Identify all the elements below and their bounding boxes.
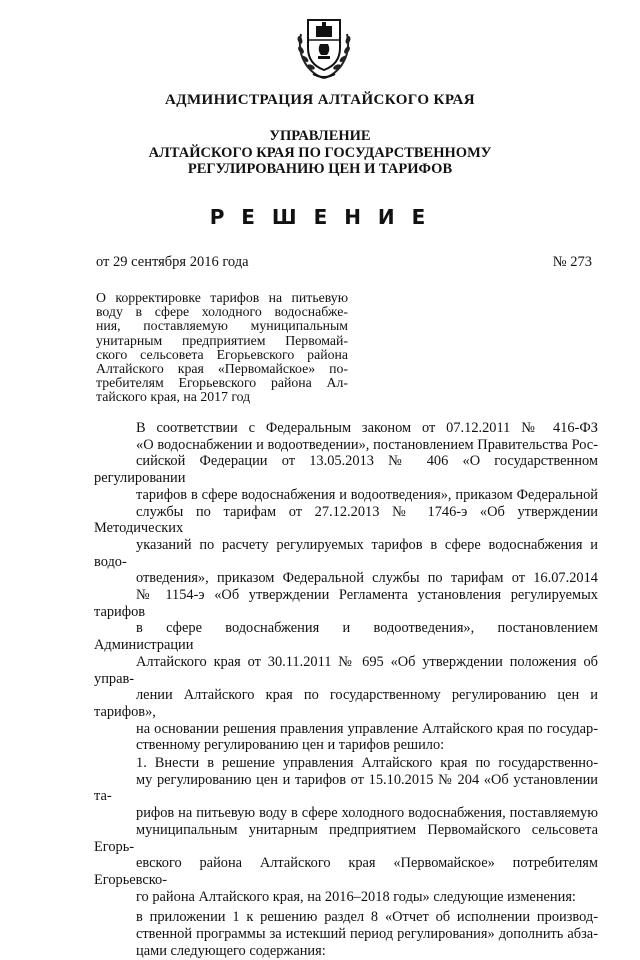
body-paragraph	[94, 755, 598, 905]
subject-line: унитарным предприятием Первомай-	[96, 332, 348, 348]
body-line: службы по тарифам от 27.12.2013 № 1746-э «Об утверждении Методических	[94, 503, 598, 537]
body-line: в сфере водоснабжения и водоотведения», постановлением Администрации	[94, 620, 598, 654]
body-line: «О водоснабжении и водоотведении», постановлением Правительства Рос-	[136, 436, 598, 453]
body-paragraph	[94, 420, 598, 754]
body-line: лении Алтайского края по государственному регулированию цен и тарифов»,	[94, 687, 598, 720]
document-subject	[96, 291, 348, 405]
body-line: рифов на питьевую воду в сфере холодного водоснабжения, поставляемую	[136, 805, 598, 822]
body-line: ственному регулированию цен и тарифов решило:	[136, 737, 445, 754]
body-line: го района Алтайского края, на 2016–2018 годы» следующие изменения:	[136, 888, 576, 905]
body-line: в приложении 1 к решению раздел 8 «Отчет об исполнении производ-	[136, 909, 598, 926]
department-line: АЛТАЙСКОГО КРАЯ ПО ГОСУДАРСТВЕННОМУ	[148, 144, 492, 161]
subject-line: тайского края, на 2017 год	[96, 389, 251, 405]
body-line: му регулированию цен и тарифов от 15.10.2015 № 204 «Об установлении та-	[94, 771, 598, 805]
department-line: УПРАВЛЕНИЕ	[269, 128, 371, 144]
body-line: ственной программы за истекший период регулирования» дополнить абза-	[136, 926, 598, 943]
body-line: тарифов в сфере водоснабжения и водоотведения», приказом Федеральной	[136, 486, 598, 503]
subject-line: ния, поставляемую муниципальным	[96, 318, 348, 334]
subject-line: О корректировке тарифов на питьевую	[96, 290, 348, 305]
body-line: цами следующего содержания:	[136, 942, 326, 959]
subject-line: ского сельсовета Егорьевского района	[96, 346, 348, 362]
body-paragraph	[94, 909, 598, 959]
subject-line: Алтайского края «Первомайское» по-	[96, 361, 348, 377]
body-line: № 1154-э «Об утверждении Регламента установления регулируемых тарифов	[94, 587, 598, 620]
body-line: муниципальным унитарным предприятием Первомайского сельсовета Егорь-	[94, 821, 598, 855]
body-line: сийской Федерации от 13.05.2013 № 406 «О государственном регулировании	[94, 453, 598, 487]
body-line: отведения», приказом Федеральной службы по тарифам от 16.07.2014	[136, 570, 598, 587]
administration-title: АДМИНИСТРАЦИЯ АЛТАЙСКОГО КРАЯ	[165, 92, 475, 108]
document-number: № 273	[552, 254, 592, 270]
department-line: РЕГУЛИРОВАНИЮ ЦЕН И ТАРИФОВ	[187, 161, 453, 177]
body-line: евского района Алтайского края «Первомайское» потребителям Егорьевско-	[94, 855, 598, 888]
subject-line: воду в сфере холодного водоснабже-	[96, 304, 348, 320]
body-line: Алтайского края от 30.11.2011 № 695 «Об утверждении положения об управ-	[94, 653, 598, 687]
altai-coat-of-arms-icon	[291, 6, 357, 82]
body-line: 1. Внести в решение управления Алтайского края по государственно-	[136, 755, 598, 772]
body-line: указаний по расчету регулируемых тарифов в сфере водоснабжения и водо-	[94, 536, 598, 570]
document-body	[94, 420, 598, 960]
subject-line: требителям Егорьевского района Ал-	[96, 375, 348, 391]
document-date: от 29 сентября 2016 года	[96, 254, 249, 270]
body-line: на основании решения правления управление Алтайского края по государ-	[136, 720, 598, 737]
department-title	[0, 128, 640, 178]
body-line: В соответствии с Федеральным законом от 07.12.2011 № 416-ФЗ	[136, 420, 598, 436]
document-type-title: Р Е Ш Е Н И Е	[209, 205, 431, 229]
